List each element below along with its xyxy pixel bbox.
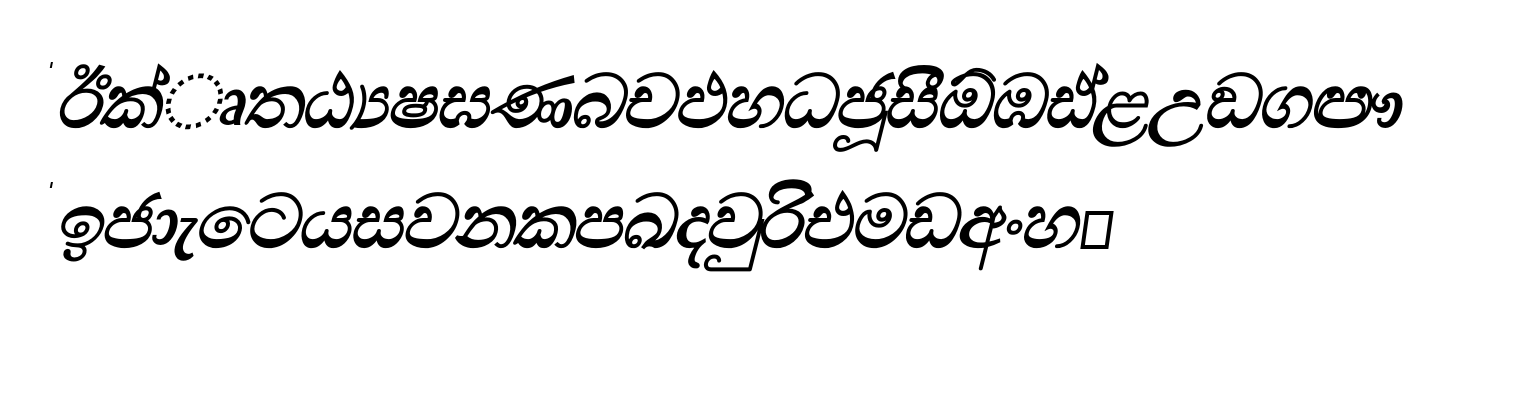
glyph-sample-text-with-missing (54, 174, 1111, 270)
glyph-row-1 (44, 40, 1484, 160)
glyph-row-2 (44, 160, 1484, 280)
row-marker: ˈ (48, 60, 55, 85)
missing-glyph-box-icon (1081, 211, 1114, 249)
glyph-sample-text: ඊක්‍ෘතඨ්‍යෂඝණබචඵහධජූසීඕඹඪ්ළඋඞගඐ (54, 59, 1399, 145)
font-specimen (44, 40, 1484, 280)
glyph-sample-text: ඉජා‍ැටෙයසවනකපඛදවුරිඑමඩඅංහ (54, 179, 1076, 265)
row-marker: ˈ (48, 180, 55, 205)
